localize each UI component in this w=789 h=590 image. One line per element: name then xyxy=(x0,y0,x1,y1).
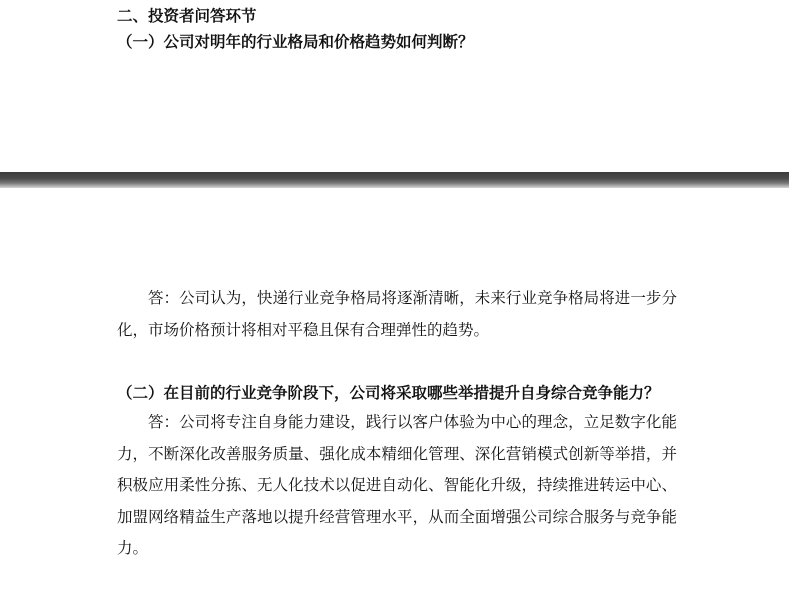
section-heading: 二、投资者问答环节 xyxy=(117,6,257,25)
answer-1-paragraph: 答：公司认为，快递行业竞争格局将逐渐清晰，未来行业竞争格局将进一步分化，市场价格预计将相对平稳且保有合理弹性的趋势。 xyxy=(117,289,677,339)
question-1-heading: （一）公司对明年的行业格局和价格趋势如何判断？ xyxy=(117,32,474,51)
page-break-separator xyxy=(0,172,789,188)
document-page-bottom xyxy=(0,188,789,590)
document-page-top xyxy=(0,0,789,172)
question-2-heading: （二）在目前的行业竞争阶段下，公司将采取哪些举措提升自身综合竞争能力？ xyxy=(117,383,660,402)
answer-2-paragraph: 答：公司将专注自身能力建设，践行以客户体验为中心的理念，立足数字化能力，不断深化改善服务质量、强化成本精细化管理、深化营销模式创新等举措，并积极应用柔性分拣、无人化技术以促进自动化、智能化升级，持续推进转运中心、加盟网络精益生产落地以提升经营管理水平，从而全面增强公司综合服务与竞争能力。 xyxy=(117,413,677,557)
